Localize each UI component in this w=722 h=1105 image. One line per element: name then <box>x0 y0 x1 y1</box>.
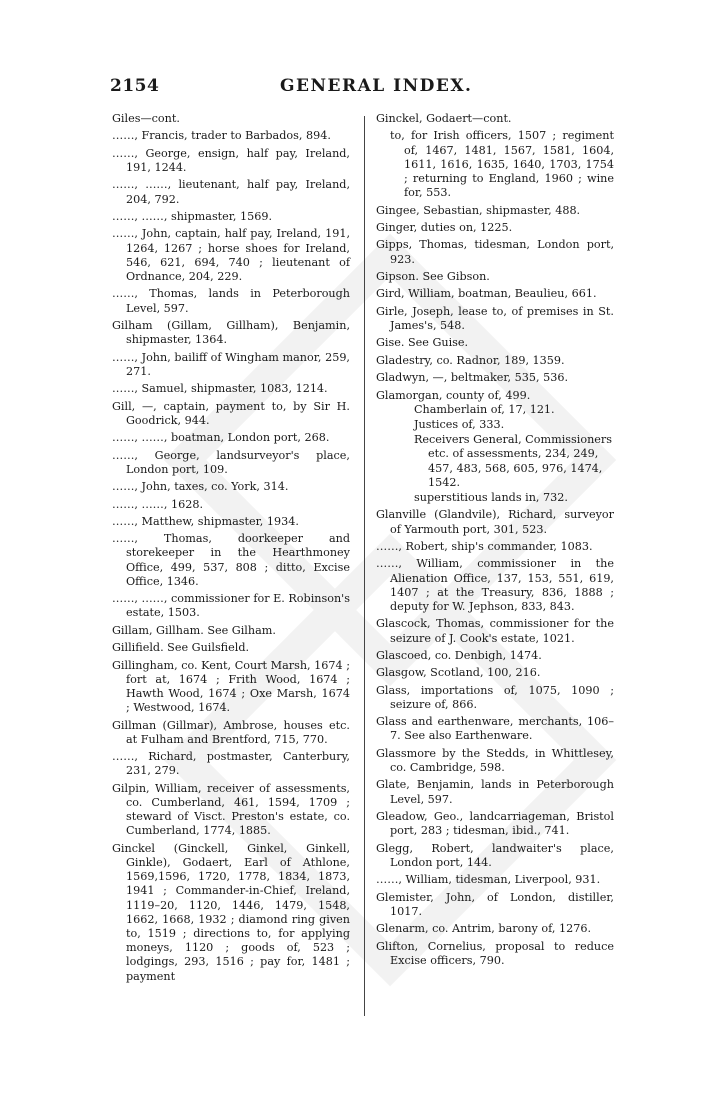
index-entry: ……, William, tidesman, Liverpool, 931. <box>376 873 601 887</box>
index-entry: Ginckel (Ginckell, Ginkel, Ginkell, Ginkle), Godaert, Earl of Athlone, 1569,1596, 1720, 1778, 1834, 1873, 1941 ; Commander-in-Chief, Ireland, 1119–20, 1120, 1446, 1479, 1548, 1662, 1668, 1932 ; diamond ring given to, 1519 ; directions to, for applying moneys, 1120 ; goods of, 523 ; lodgings, 293, 1516 ; pay for, 1481 ; payment <box>112 841 350 983</box>
index-entry: Gingee, Sebastian, shipmaster, 488. <box>376 203 581 217</box>
index-entry: ……, Robert, ship's commander, 1083. <box>376 539 593 553</box>
index-entry: ……, William, commissioner in the Alienation Office, 137, 153, 551, 619, 1407 ; at the Treasury, 836, 1888 ; deputy for W. Jephson, 833, 843. <box>376 557 614 613</box>
index-subentry: Justices of, 333. <box>414 417 505 431</box>
index-entry: Gipson. See Gibson. <box>376 269 490 283</box>
index-entry: ……, ……, 1628. <box>112 497 204 511</box>
page-header <box>110 76 614 102</box>
index-entry: ……, John, captain, half pay, Ireland, 191, 1264, 1267 ; horse shoes for Ireland, 546, 621, 694, 740 ; lieutenant of Ordnance, 204, 229. <box>112 227 350 283</box>
index-entry: Gird, William, boatman, Beaulieu, 661. <box>376 287 597 301</box>
index-entry: ……, John, bailiff of Wingham manor, 259, 271. <box>112 350 350 378</box>
left-column <box>112 112 350 987</box>
right-column <box>376 112 614 971</box>
index-entry: ……, Thomas, lands in Peterborough Level, 597. <box>112 287 350 315</box>
index-entry: Glamorgan, county of, 499. <box>376 388 531 402</box>
index-entry: Gilpin, William, receiver of assessments, co. Cumberland, 461, 1594, 1709 ; steward of Visct. Preston's estate, co. Cumberland, 1774, 1885. <box>112 781 350 838</box>
index-entry: Giles—cont. <box>112 112 180 125</box>
continuation-head: Ginckel, Godaert—cont. <box>376 112 512 125</box>
index-entry: Gillman (Gillmar), Ambrose, houses etc. at Fulham and Brentford, 715, 770. <box>112 718 350 746</box>
index-entry: Ginger, duties on, 1225. <box>376 220 513 234</box>
index-entry: Glassmore by the Stedds, in Whittlesey, co. Cambridge, 598. <box>376 746 614 775</box>
index-entry: Gillam, Gillham. See Gilham. <box>112 623 276 637</box>
running-head: GENERAL INDEX. <box>280 76 473 96</box>
index-subentry: superstitious lands in, 732. <box>414 490 568 504</box>
index-entry: Gladwyn, —, beltmaker, 535, 536. <box>376 371 568 385</box>
index-entry: Glascoed, co. Denbigh, 1474. <box>376 648 542 662</box>
index-entry: ……, ……, boatman, London port, 268. <box>112 431 330 445</box>
index-entry: Gill, —, captain, payment to, by Sir H. Goodrick, 944. <box>112 399 350 427</box>
index-entry: Glenarm, co. Antrim, barony of, 1276. <box>376 922 592 936</box>
index-entry: Glass, importations of, 1075, 1090 ; seizure of, 866. <box>376 683 614 711</box>
index-entry: Glemister, John, of London, distiller, 1017. <box>376 890 614 918</box>
index-subentry: Receivers General, Commissioners etc. of assessments, 234, 249, 457, 483, 568, 605, 976, 1474, 1542. <box>414 433 612 489</box>
index-entry: Glascock, Thomas, commissioner for the seizure of J. Cook's estate, 1021. <box>376 617 614 645</box>
index-entry: Gise. See Guise. <box>376 336 469 350</box>
index-entry: Glass and earthenware, merchants, 106–7. See also Earthenware. <box>376 715 614 743</box>
index-entry: Gladestry, co. Radnor, 189, 1359. <box>376 353 565 367</box>
index-entry: ……, John, taxes, co. York, 314. <box>112 480 289 494</box>
index-entry: ……, George, landsurveyor's place, London port, 109. <box>112 448 350 476</box>
index-entry: ……, ……, commissioner for E. Robinson's estate, 1503. <box>112 592 350 620</box>
index-entry: ……, ……, lieutenant, half pay, Ireland, 204, 792. <box>112 178 350 206</box>
index-entry: ……, ……, shipmaster, 1569. <box>112 209 273 223</box>
column-divider <box>364 116 365 1016</box>
continuation-text: to, for Irish officers, 1507 ; regiment of, 1467, 1481, 1567, 1581, 1604, 1611, 1616, 1635, 1640, 1703, 1754 ; returning to England, 1960 ; wine for, 553. <box>390 129 614 200</box>
index-entry: Glate, Benjamin, lands in Peterborough Level, 597. <box>376 778 614 806</box>
index-entry: Gleadow, Geo., landcarriageman, Bristol port, 283 ; tidesman, ibid., 741. <box>376 810 614 838</box>
index-entry: Girle, Joseph, lease to, of premises in St. James's, 548. <box>376 304 614 332</box>
index-entry: ……, Francis, trader to Barbados, 894. <box>112 129 331 143</box>
index-entry: ……, Samuel, shipmaster, 1083, 1214. <box>112 382 328 396</box>
index-entry: Glegg, Robert, landwaiter's place, London port, 144. <box>376 841 614 869</box>
index-entry: ……, George, ensign, half pay, Ireland, 191, 1244. <box>112 146 350 174</box>
index-entry: ……, Richard, postmaster, Canterbury, 231, 279. <box>112 750 350 778</box>
index-entry: ……, Thomas, doorkeeper and storekeeper in the Hearthmoney Office, 499, 537, 808 ; ditto, Excise Office, 1346. <box>112 532 350 588</box>
index-entry: Glanville (Glandvile), Richard, surveyor of Yarmouth port, 301, 523. <box>376 508 614 536</box>
index-subentry: Chamberlain of, 17, 121. <box>414 402 555 416</box>
index-entry: Glifton, Cornelius, proposal to reduce Excise officers, 790. <box>376 939 614 967</box>
page-number: 2154 <box>110 76 160 96</box>
index-entry: Glasgow, Scotland, 100, 216. <box>376 666 541 680</box>
index-entry: Gipps, Thomas, tidesman, London port, 923. <box>376 238 614 266</box>
index-entry: Gillifield. See Guilsfield. <box>112 641 250 655</box>
index-entry: ……, Matthew, shipmaster, 1934. <box>112 514 299 528</box>
index-entry: Gilham (Gillam, Gillham), Benjamin, shipmaster, 1364. <box>112 318 350 347</box>
index-entry: Gillingham, co. Kent, Court Marsh, 1674 ; fort at, 1674 ; Frith Wood, 1674 ; Hawth Wood, 1674 ; Oxe Marsh, 1674 ; Westwood, 1674. <box>112 658 350 715</box>
